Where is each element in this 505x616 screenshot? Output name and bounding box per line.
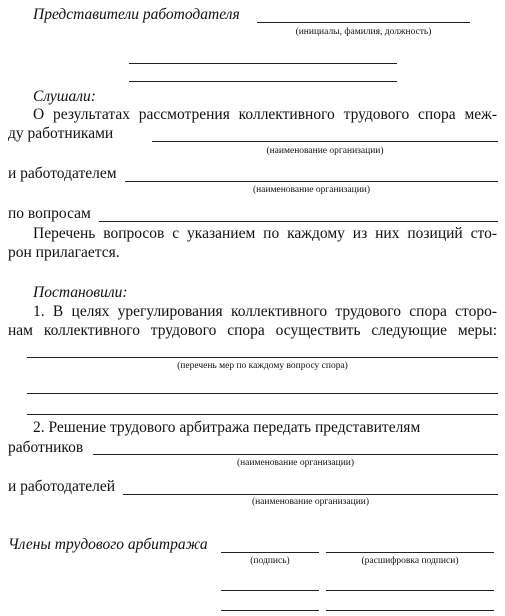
decoding-line-3[interactable] (326, 610, 494, 611)
employer-reps-label: Представители работодателя (33, 6, 240, 23)
employer-reps-line[interactable] (257, 22, 470, 23)
workers-label: работников (8, 439, 84, 456)
measures-hint: (перечень мер по каждому вопросу спора) (177, 361, 348, 371)
heard-heading: Слушали: (33, 88, 96, 105)
issues-list-line-2: рон прилагается. (8, 244, 120, 261)
decoding-line-2[interactable] (326, 590, 494, 591)
arbitration-members-label: Члены трудового арбитража (8, 536, 208, 553)
workers-org-line[interactable] (152, 141, 498, 142)
decoding-line-1[interactable] (326, 552, 494, 553)
resolved-item1-line-2: нам коллективного трудового спора осуществить следующие меры: (8, 322, 497, 339)
workers-org-line-2[interactable] (93, 454, 498, 455)
signature-line-3[interactable] (221, 610, 319, 611)
measures-line-1[interactable] (27, 357, 498, 358)
issues-list-line-1: Перечень вопросов с указанием по каждому из них позиций сто- (33, 225, 497, 242)
decoding-hint: (расшифровка подписи) (361, 556, 459, 566)
employers-org-line[interactable] (123, 494, 498, 495)
resolved-item2-line-1: 2. Решение трудового арбитража передать представителям (33, 419, 421, 436)
heard-text-line-2: ду работниками (8, 125, 114, 142)
signature-line-1[interactable] (221, 552, 319, 553)
measures-line-3[interactable] (27, 414, 498, 415)
signature-line-2[interactable] (221, 590, 319, 591)
heard-text-line-1: О результатах рассмотрения коллективного трудового спора меж- (33, 106, 497, 123)
employer-reps-hint: (инициалы, фамилия, должность) (295, 27, 432, 37)
workers-org-hint-2: (наименование организации) (236, 458, 355, 468)
workers-org-hint: (наименование организации) (266, 146, 384, 156)
issues-line[interactable] (99, 221, 498, 222)
employers-label: и работодателей (8, 478, 116, 495)
employer-reps-line-3[interactable] (129, 81, 397, 82)
employer-label: и работодателем (8, 165, 117, 182)
resolved-heading: Постановили: (33, 284, 128, 301)
employer-org-hint: (наименование организации) (252, 185, 371, 195)
employer-org-line[interactable] (125, 181, 498, 182)
signature-hint: (подпись) (250, 556, 290, 566)
employers-org-hint: (наименование организации) (251, 497, 370, 507)
resolved-item1-line-1: 1. В целях урегулирования коллективного трудового спора сторо- (33, 303, 497, 320)
issues-label: по вопросам (8, 205, 91, 222)
measures-line-2[interactable] (27, 393, 498, 394)
employer-reps-line-2[interactable] (129, 63, 397, 64)
